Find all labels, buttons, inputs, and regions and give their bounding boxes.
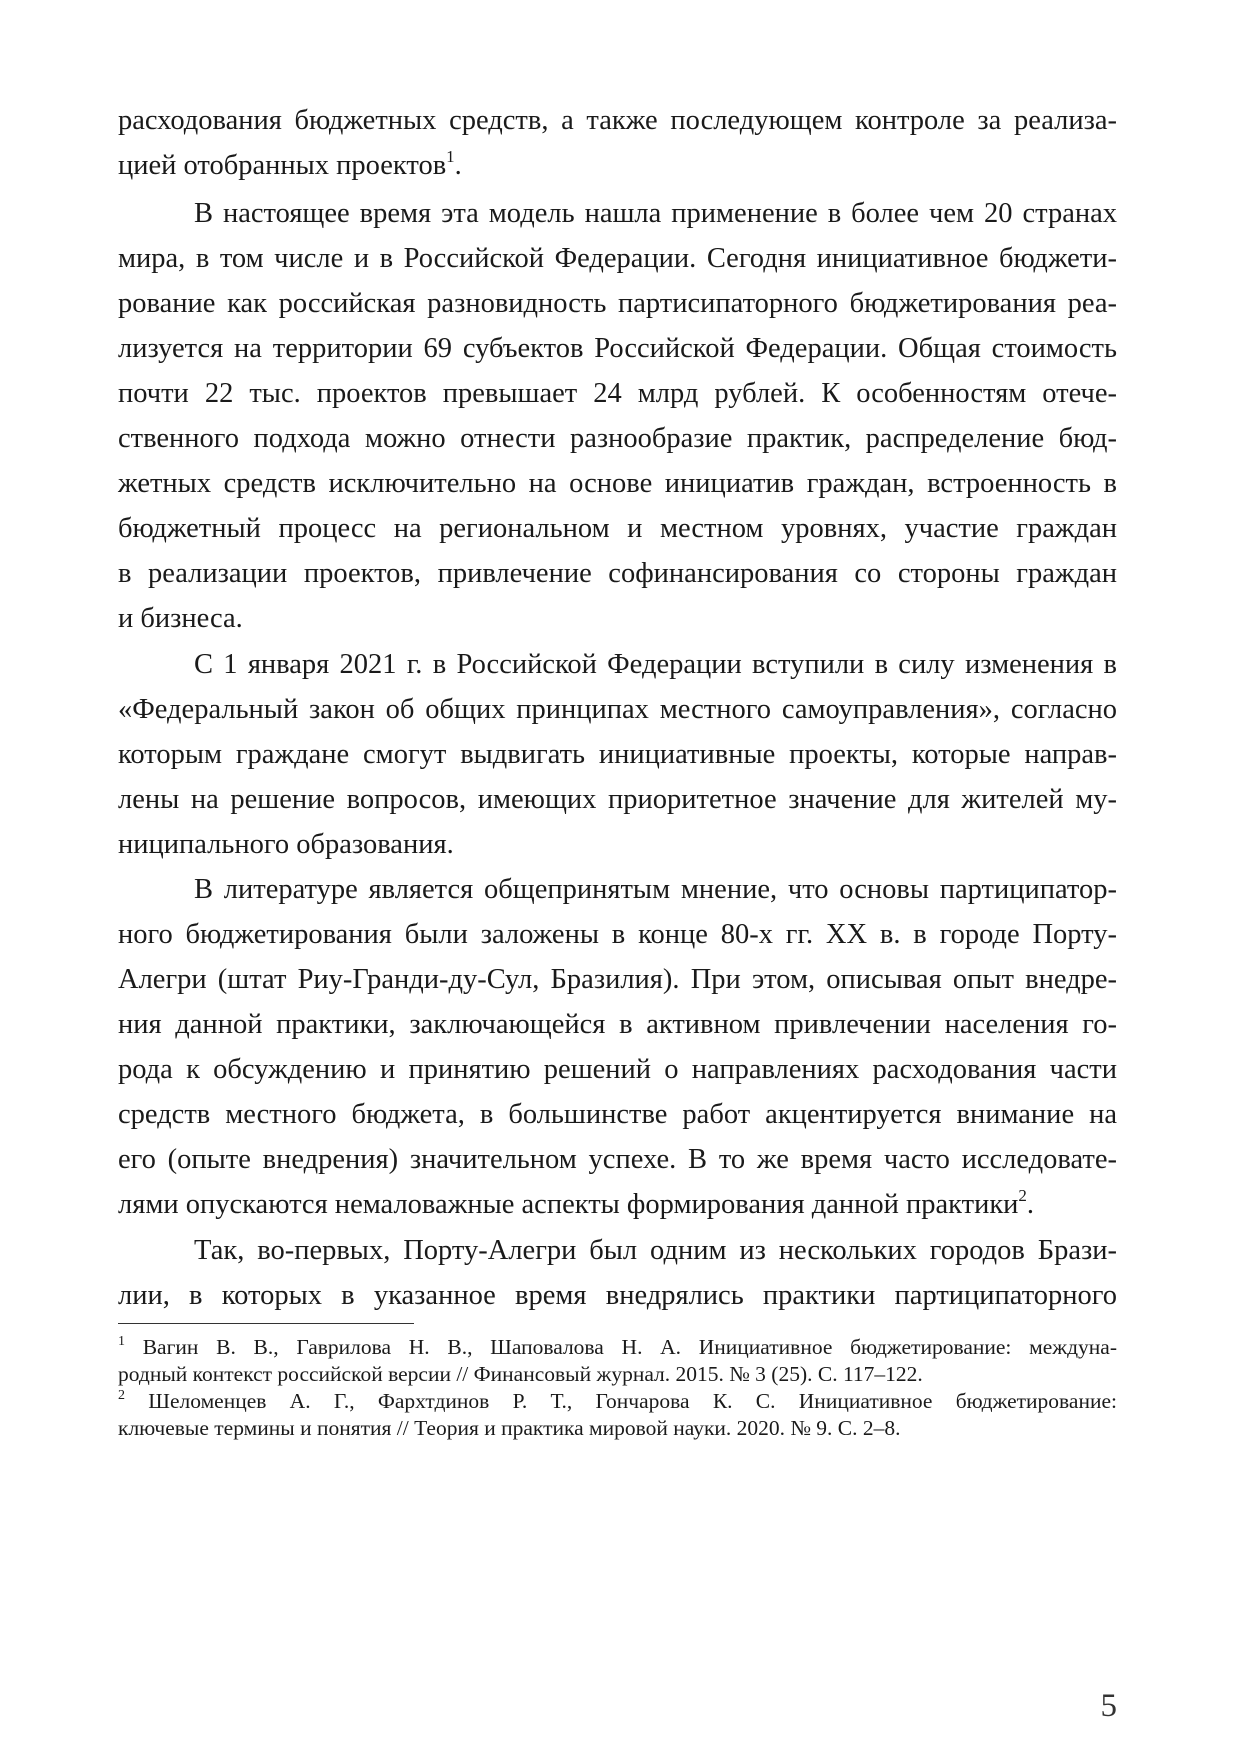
body-line: которым граждане смогут выдвигать инициативные проекты, которые направ- [118, 739, 1117, 770]
footnote-marker: 2 [118, 1387, 125, 1403]
body-line: С 1 января 2021 г. в Российской Федерации вступили в силу изменения в [194, 649, 1117, 680]
body-line: и бизнеса. [118, 603, 243, 634]
footnote-separator [118, 1323, 414, 1324]
body-line: лены на решение вопросов, имеющих приоритетное значение для жителей му- [118, 784, 1117, 815]
body-line: в реализации проектов, привлечение софинансирования со стороны граждан [118, 558, 1117, 589]
page-number: 5 [1100, 1688, 1117, 1724]
body-line: расходования бюджетных средств, а также последующем контроле за реализа- [118, 105, 1117, 136]
body-line: бюджетный процесс на региональном и местном уровнях, участие граждан [118, 513, 1117, 544]
body-line: В настоящее время эта модель нашла применение в более чем 20 странах [194, 198, 1117, 229]
footnote-2-cont: ключевые термины и понятия // Теория и практика мировой науки. 2020. № 9. С. 2–8. [118, 1416, 901, 1440]
footnote-ref[interactable]: 2 [1018, 1185, 1027, 1205]
footnote-1-cont: родный контекст российской версии // Финансовый журнал. 2015. № 3 (25). С. 117–122. [118, 1362, 923, 1386]
body-line: лии, в которых в указанное время внедрялись практики партиципаторного [118, 1280, 1117, 1311]
body-line: почти 22 тыс. проектов превышает 24 млрд рублей. К особенностям отече- [118, 378, 1117, 409]
body-line: мира, в том числе и в Российской Федерации. Сегодня инициативное бюджети- [118, 243, 1117, 274]
body-line: рование как российская разновидность партисипаторного бюджетирования реа- [118, 288, 1117, 319]
body-line: ниципального образования. [118, 829, 454, 860]
body-line: ния данной практики, заключающейся в активном привлечении населения го- [118, 1009, 1117, 1040]
body-line: рода к обсуждению и принятию решений о направлениях расходования части [118, 1054, 1117, 1085]
footnote-ref[interactable]: 1 [446, 146, 455, 166]
footnote-2: $^2$ Шеломенцев А. Г., Фархтдинов Р. Т., Гончарова К. С. Инициативное бюджетирование: [118, 1387, 1117, 1413]
body-line: лизуется на территории 69 субъектов Российской Федерации. Общая стоимость [118, 333, 1117, 364]
body-line: В литературе является общепринятым мнение, что основы партиципатор- [194, 874, 1117, 905]
body-line: ного бюджетирования были заложены в конце 80-х гг. XX в. в городе Порту- [118, 919, 1117, 950]
body-line: лями опускаются немаловажные аспекты формирования данной практики$^2$. [118, 1185, 1035, 1220]
footnote-marker: 1 [118, 1333, 125, 1349]
body-line: Алегри (штат Риу-Гранди-ду-Сул, Бразилия). При этом, описывая опыт внедре- [118, 964, 1117, 995]
body-line: «Федеральный закон об общих принципах местного самоуправления», согласно [118, 694, 1117, 725]
body-line: его (опыте внедрения) значительном успехе. В то же время часто исследовате- [118, 1144, 1117, 1175]
body-line: жетных средств исключительно на основе инициатив граждан, встроенность в [118, 468, 1117, 499]
body-line: Так, во-первых, Порту-Алегри был одним из нескольких городов Брази- [194, 1235, 1117, 1266]
body-line: цией отобранных проектов$^1$. [118, 146, 462, 181]
footnote-1: $^1$ Вагин В. В., Гаврилова Н. В., Шаповалова Н. А. Инициативное бюджетирование: междуна- [118, 1333, 1117, 1359]
body-line: ственного подхода можно отнести разнообразие практик, распределение бюд- [118, 423, 1117, 454]
body-line: средств местного бюджета, в большинстве работ акцентируется внимание на [118, 1099, 1117, 1130]
